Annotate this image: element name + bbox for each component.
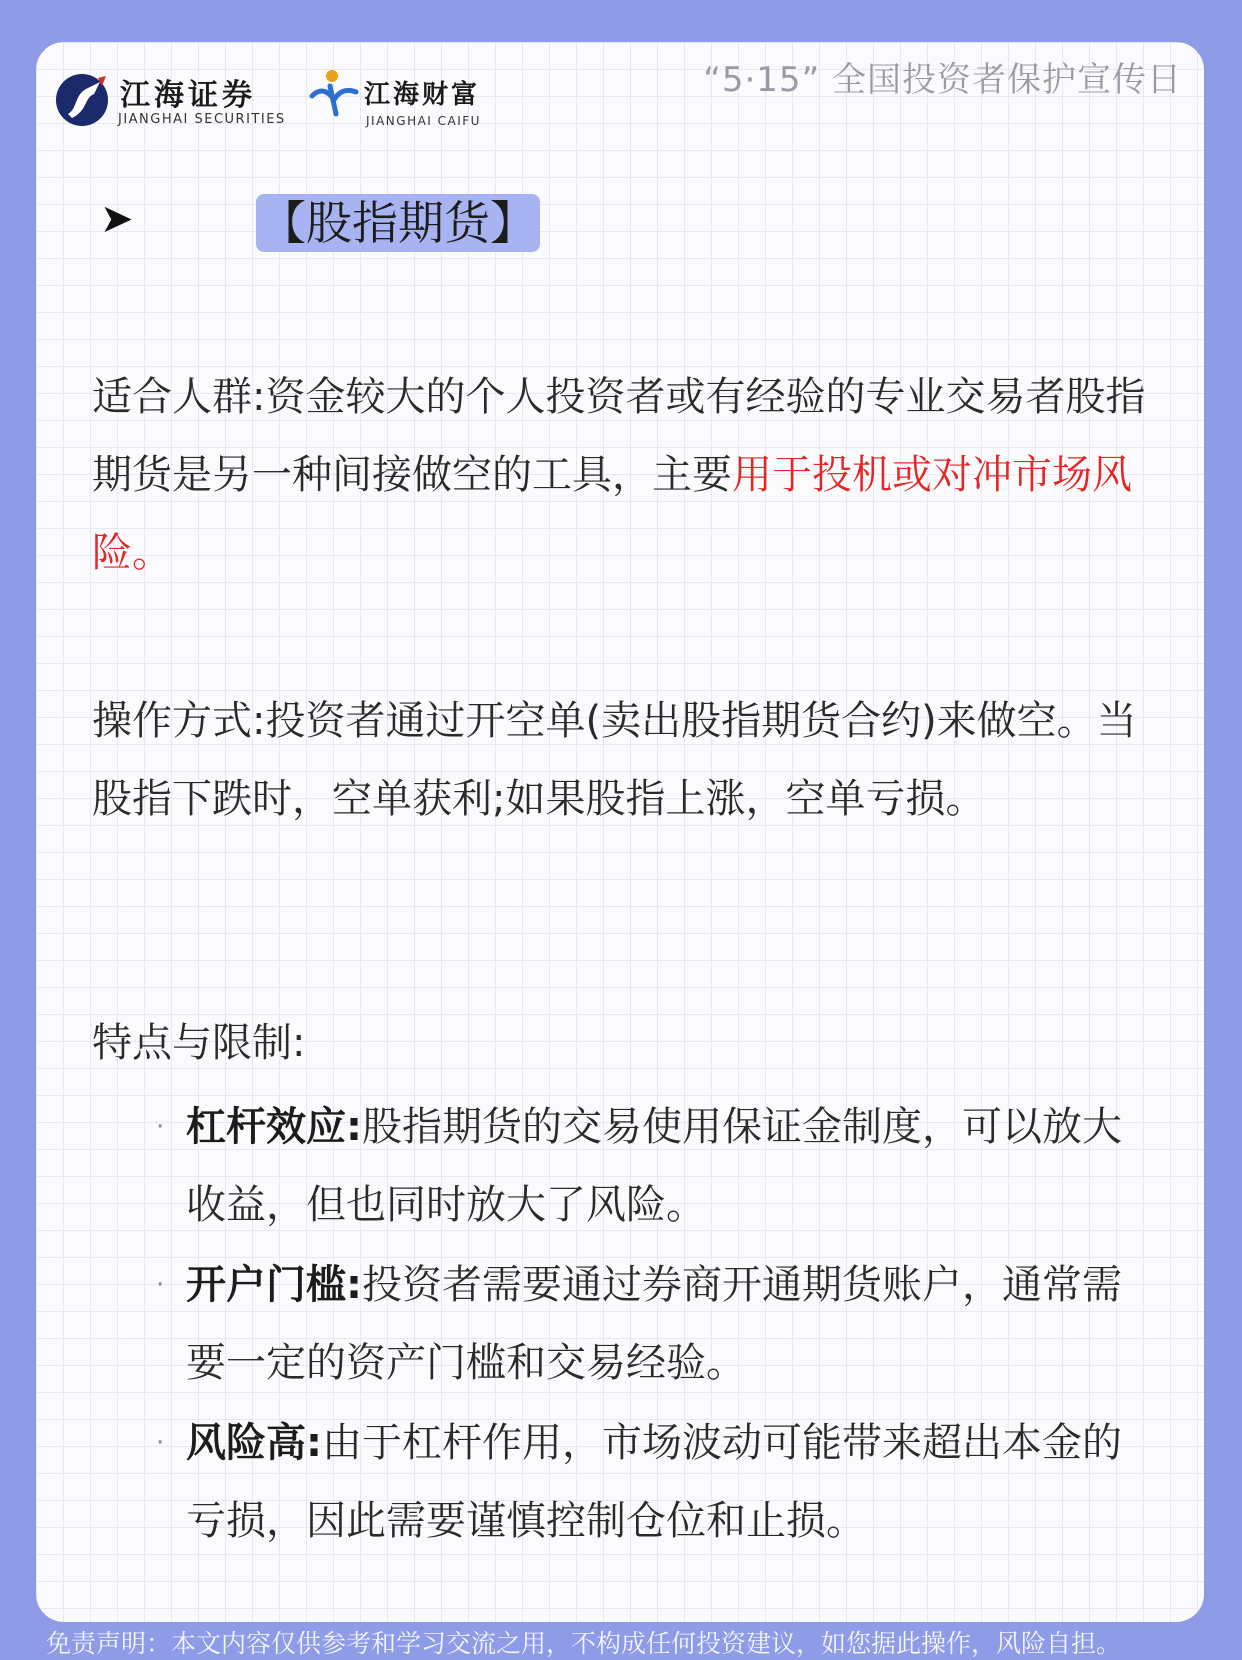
jianghai-logo-en: JIANGHAI SECURITIES bbox=[118, 112, 286, 127]
disclaimer: 免责声明：本文内容仅供参考和学习交流之用，不构成任何投资建议，如您据此操作，风险自担。 bbox=[46, 1629, 1122, 1658]
header bbox=[36, 42, 1204, 142]
bullet-icon: · bbox=[156, 1270, 165, 1300]
jianghai-caifu-logo bbox=[306, 66, 536, 136]
list-item bbox=[92, 1404, 1154, 1560]
section-title: 【股指期货】 bbox=[256, 194, 540, 252]
highlighted-purpose-text: 用于投机或对冲市场风险。 bbox=[92, 452, 1132, 576]
bullet-icon: · bbox=[156, 1112, 165, 1142]
feature-text: 由于杠杆作用，市场波动可能带来超出本金的亏损，因此需要谨慎控制仓位和止损。 bbox=[186, 1420, 1122, 1544]
features-heading: 特点与限制: bbox=[92, 1020, 306, 1066]
list-item bbox=[92, 1088, 1154, 1244]
feature-text: 投资者需要通过券商开通期货账户，通常需要一定的资产门槛和交易经验。 bbox=[186, 1262, 1122, 1386]
list-item bbox=[92, 1246, 1154, 1402]
operation-method-paragraph: 操作方式:投资者通过开空单(卖出股指期货合约)来做空。当股指下跌时，空单获利;如果股指上涨，空单亏损。 bbox=[92, 698, 1137, 822]
arrow-right-icon: ➤ bbox=[100, 196, 134, 242]
investor-protection-day-title: “5·15” 全国投资者保护宣传日 bbox=[703, 60, 1182, 100]
target-audience-paragraph bbox=[92, 358, 1152, 592]
feature-text: 股指期货的交易使用保证金制度，可以放大收益，但也同时放大了风险。 bbox=[186, 1104, 1122, 1228]
feature-term: 杠杆效应: bbox=[186, 1104, 362, 1150]
bullet-icon: · bbox=[156, 1428, 165, 1458]
jianghai-logo-icon bbox=[54, 70, 114, 130]
caifu-logo-en: JIANGHAI CAIFU bbox=[366, 114, 481, 128]
jianghai-logo-cn: 江海证券 bbox=[120, 78, 256, 113]
caifu-logo-icon bbox=[306, 66, 362, 126]
feature-term: 风险高: bbox=[186, 1420, 322, 1466]
features-list bbox=[92, 1088, 1172, 1562]
caifu-logo-cn: 江海财富 bbox=[364, 80, 481, 110]
content-card bbox=[36, 42, 1204, 1622]
feature-term: 开户门槛: bbox=[186, 1262, 362, 1308]
target-audience-text: 适合人群:资金较大的个人投资者或有经验的专业交易者股指期货是另一种间接做空的工具，主要 bbox=[92, 374, 1146, 498]
